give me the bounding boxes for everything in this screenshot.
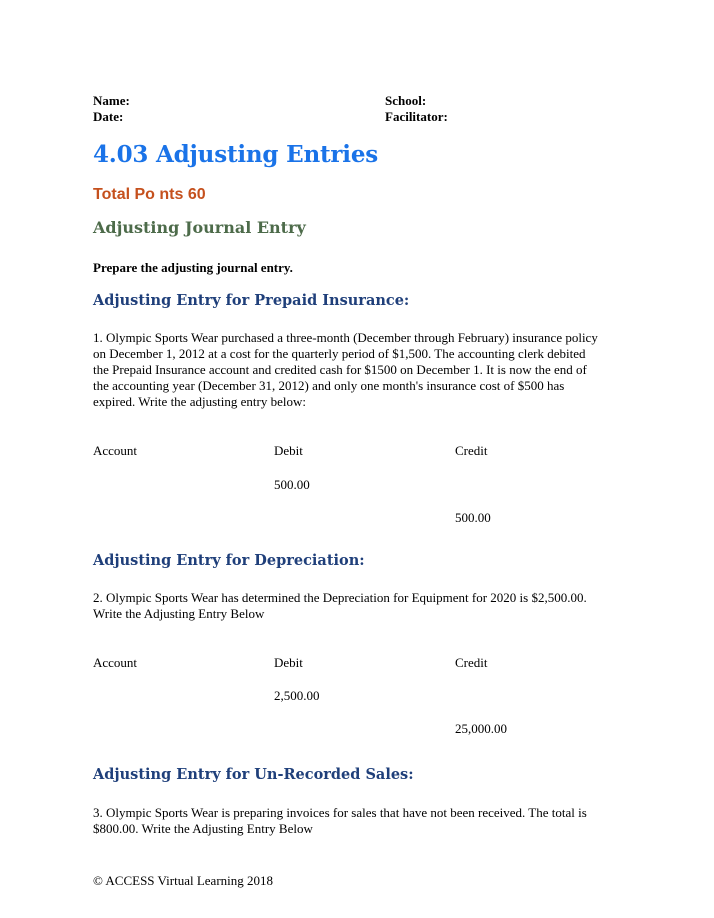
section-heading: Adjusting Journal Entry [93, 218, 306, 237]
table-1-header-debit: Debit [274, 443, 303, 458]
total-points: Total Po nts 60 [93, 186, 206, 203]
question-3-line-1: 3. Olympic Sports Wear is preparing invoices for sales that have not been received. The total is [93, 805, 587, 820]
table-2-debit-value: 2,500.00 [274, 688, 320, 703]
school-label: School: [385, 93, 427, 108]
question-1-line-2: on December 1, 2012 at a cost for the quarterly period of $1,500. The accounting clerk debited [93, 346, 586, 361]
date-label: Date: [93, 109, 124, 124]
table-2-credit-value: 25,000.00 [455, 721, 507, 736]
table-2-header-account: Account [93, 655, 138, 670]
prepaid-insurance-heading: Adjusting Entry for Prepaid Insurance: [93, 292, 410, 309]
table-1-header-credit: Credit [455, 443, 488, 458]
table-2-header-credit: Credit [455, 655, 488, 670]
question-2-line-2: Write the Adjusting Entry Below [93, 606, 265, 621]
table-2-header-debit: Debit [274, 655, 303, 670]
question-1-line-4: the accounting year (December 31, 2012) and only one month's insurance cost of $500 has [93, 378, 565, 393]
name-label: Name: [93, 93, 130, 108]
table-1-debit-value: 500.00 [274, 477, 310, 492]
footer-copyright: © ACCESS Virtual Learning 2018 [93, 873, 274, 888]
facilitator-label: Facilitator: [385, 109, 448, 124]
question-2-line-1: 2. Olympic Sports Wear has determined the Depreciation for Equipment for 2020 is $2,500.00. [93, 590, 587, 605]
unrecorded-sales-heading: Adjusting Entry for Un-Recorded Sales: [93, 766, 414, 783]
instruction-text: Prepare the adjusting journal entry. [93, 260, 293, 275]
table-1-header-account: Account [93, 443, 138, 458]
question-1-line-3: the Prepaid Insurance account and credited cash for $1500 on December 1. It is now the end of [93, 362, 587, 377]
question-1-line-1: 1. Olympic Sports Wear purchased a three-month (December through February) insurance policy [93, 330, 598, 345]
question-1-line-5: expired. Write the adjusting entry below: [93, 394, 306, 409]
page-title: 4.03 Adjusting Entries [93, 141, 379, 168]
question-3-line-2: $800.00. Write the Adjusting Entry Below [93, 821, 313, 836]
table-1-credit-value: 500.00 [455, 510, 491, 525]
depreciation-heading: Adjusting Entry for Depreciation: [93, 552, 365, 569]
